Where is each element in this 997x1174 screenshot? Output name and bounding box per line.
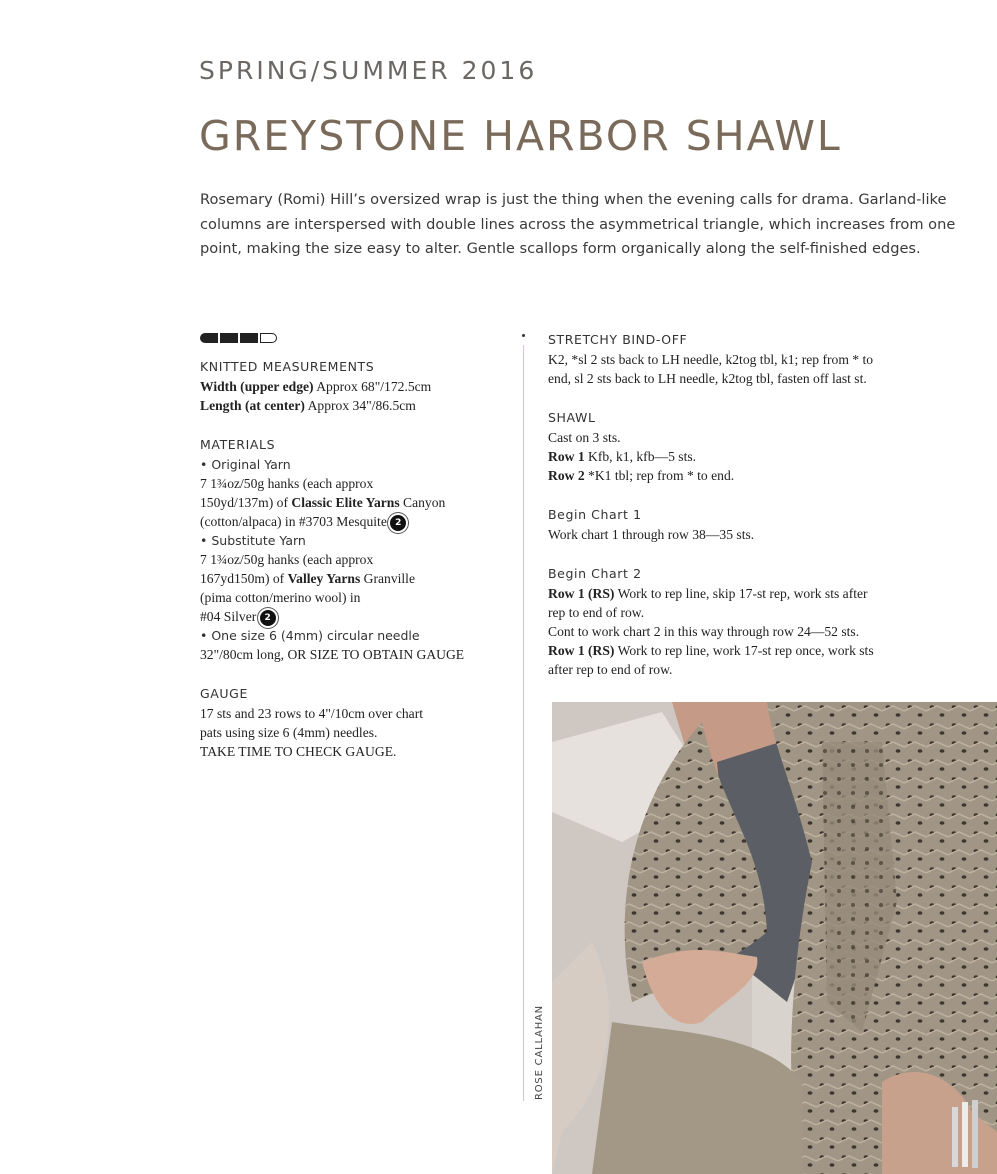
chart2-row-1b: [548, 641, 968, 660]
bindoff-heading: STRETCHY BIND-OFF: [548, 332, 688, 347]
chart1-line: Work chart 1 through row 38—35 sts.: [548, 527, 755, 542]
chart2-heading: Begin Chart 2: [548, 566, 642, 581]
original-yarn-line-1: 7 1¾oz/50g hanks (each approx: [200, 476, 374, 491]
length-label: Length (at center): [200, 398, 305, 413]
difficulty-rating: [200, 333, 505, 343]
substitute-yarn-brand: Valley Yarns: [287, 571, 361, 586]
difficulty-segment-filled: [220, 333, 238, 343]
original-yarn-brand: Classic Elite Yarns: [291, 495, 400, 510]
chart1-section: [548, 505, 968, 544]
substitute-yarn-color: #04 Silver: [200, 609, 260, 624]
materials-section: [200, 435, 505, 664]
right-column: [548, 330, 968, 699]
substitute-yarn-name: Granville: [360, 571, 415, 586]
width-value: Approx 68"/172.5cm: [313, 379, 432, 394]
needle-line-2: 32"/80cm long, OR SIZE TO OBTAIN GAUGE: [200, 647, 465, 662]
substitute-yarn-line-4: [200, 607, 505, 626]
width-label: Width (upper edge): [200, 379, 314, 394]
bindoff-line-1: K2, *sl 2 sts back to LH needle, k2tog tbl, k1; rep from * to: [548, 352, 874, 367]
shawl-photo-illustration: [552, 702, 997, 1174]
chart2-row-1-cont: rep to end of row.: [548, 605, 645, 620]
length-value: Approx 34"/86.5cm: [304, 398, 416, 413]
substitute-yarn-weight: 167yd150m) of: [200, 571, 288, 586]
row-text: *K1 tbl; rep from * to end.: [584, 468, 735, 483]
gauge-section: [200, 684, 505, 761]
left-column: [200, 333, 505, 781]
page-title: GREYSTONE HARBOR SHAWL: [199, 112, 842, 160]
shawl-cast-on: Cast on 3 sts.: [548, 430, 621, 445]
original-yarn-line-3: [200, 512, 505, 531]
row-text: Work to rep line, work 17-st rep once, work sts: [614, 643, 874, 658]
row-label: Row 2: [548, 468, 585, 483]
column-divider-dot: [522, 334, 525, 337]
gauge-heading: GAUGE: [200, 686, 248, 701]
measurements-section: [200, 357, 505, 415]
yarn-weight-icon: 2: [260, 610, 276, 626]
original-yarn-weight: 150yd/137m) of: [200, 495, 292, 510]
substitute-yarn-line-2: [200, 569, 505, 588]
original-yarn-label: • Original Yarn: [200, 457, 291, 472]
difficulty-segment-filled: [240, 333, 258, 343]
shawl-heading: SHAWL: [548, 410, 596, 425]
original-yarn-name: Canyon: [399, 495, 446, 510]
difficulty-segment-filled: [200, 333, 218, 343]
row-label: Row 1 (RS): [548, 586, 615, 601]
shawl-photo: [552, 702, 997, 1174]
chart2-row-1b-cont: after rep to end of row.: [548, 662, 673, 677]
substitute-yarn-label: • Substitute Yarn: [200, 533, 306, 548]
difficulty-segment-empty: [260, 333, 277, 343]
substitute-yarn-line-1: 7 1¾oz/50g hanks (each approx: [200, 552, 374, 567]
yarn-weight-icon: 2: [390, 515, 406, 531]
issue-label: SPRING/SUMMER 2016: [199, 56, 538, 85]
gauge-line-1: 17 sts and 23 rows to 4"/10cm over chart: [200, 706, 424, 721]
length-line: [200, 396, 505, 415]
gauge-line-3: TAKE TIME TO CHECK GAUGE.: [200, 744, 397, 759]
shawl-section: [548, 408, 968, 485]
shawl-row-1: [548, 447, 968, 466]
bindoff-line-2: end, sl 2 sts back to LH needle, k2tog tbl, fasten off last st.: [548, 371, 867, 386]
row-label: Row 1: [548, 449, 585, 464]
chart2-section: [548, 564, 968, 679]
chart2-continue: Cont to work chart 2 in this way through row 24—52 sts.: [548, 624, 860, 639]
chart2-row-1: [548, 584, 968, 603]
chart1-heading: Begin Chart 1: [548, 507, 642, 522]
materials-heading: MATERIALS: [200, 437, 276, 452]
intro-paragraph: Rosemary (Romi) Hill’s oversized wrap is just the thing when the evening calls for drama. Garland-like columns are interspersed with double lines across the asymmetrical triangle, which increases from one point, making the size easy to alter. Gentle scallops form organically along the self-finished edges.: [200, 191, 956, 257]
photo-credit: ROSE CALLAHAN: [534, 1005, 545, 1100]
row-text: Kfb, k1, kfb—5 sts.: [584, 449, 697, 464]
row-label: Row 1 (RS): [548, 643, 615, 658]
original-yarn-line-2: [200, 493, 505, 512]
gauge-line-2: pats using size 6 (4mm) needles.: [200, 725, 378, 740]
needle-label: • One size 6 (4mm) circular needle: [200, 628, 420, 643]
measurements-heading: KNITTED MEASUREMENTS: [200, 359, 375, 374]
original-yarn-color: (cotton/alpaca) in #3703 Mesquite: [200, 514, 391, 529]
bindoff-section: [548, 330, 968, 388]
row-text: Work to rep line, skip 17-st rep, work sts after: [614, 586, 868, 601]
substitute-yarn-line-3: (pima cotton/merino wool) in: [200, 590, 361, 605]
shawl-row-2: [548, 466, 968, 485]
width-line: [200, 377, 505, 396]
column-divider: [523, 345, 524, 1101]
